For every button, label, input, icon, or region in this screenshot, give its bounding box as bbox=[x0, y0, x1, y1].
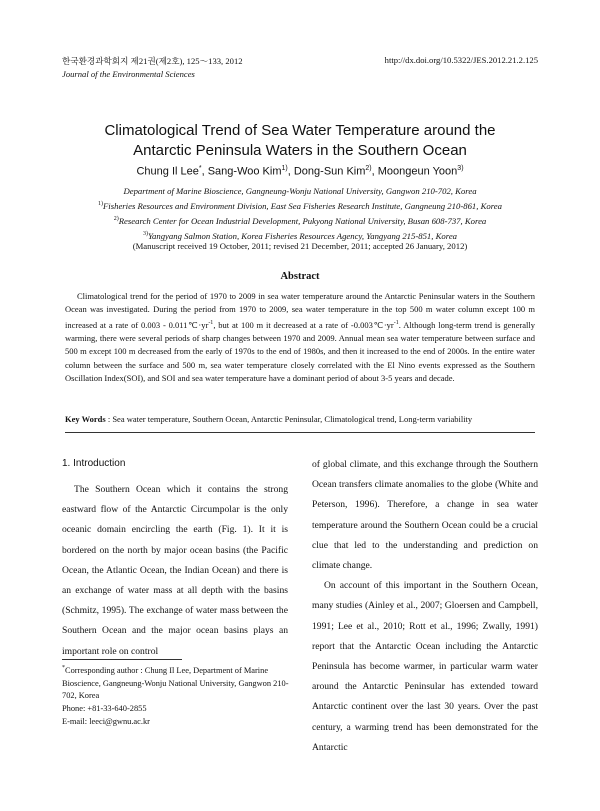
affiliation: $^{3)}$Yangyang Salmon Station, Korea Fisheries Resources Agency, Yangyang 215-851, Korea bbox=[142, 230, 458, 241]
footnote-email[interactable]: E-mail: leeci@gwnu.ac.kr bbox=[62, 716, 150, 726]
section-divider bbox=[65, 432, 535, 433]
title-line-1: Climatological Trend of Sea Water Temperature around the bbox=[104, 122, 496, 139]
doi-link[interactable]: http://dx.doi.org/10.5322/JES.2012.21.2.125 bbox=[384, 55, 538, 65]
manuscript-dates: (Manuscript received 19 October, 2011; revised 21 December, 2011; accepted 26 January, 2012) bbox=[132, 241, 468, 251]
footnote-author: *Corresponding author : Chung Il Lee, Department of Marine Bioscience, Gangneung-Wonju National University, Gangwon 210-702, Korea bbox=[62, 665, 289, 701]
affiliation: $^{2)}$Research Center for Ocean Industrial Development, Pukyong National University, Busan 608-737, Korea bbox=[113, 215, 487, 226]
affiliation: Department of Marine Bioscience, Gangneung-Wonju National University, Gangwon 210-702, Korea bbox=[123, 185, 477, 196]
author-mark: 1) bbox=[281, 165, 288, 172]
keywords-label: Key Words bbox=[65, 414, 106, 424]
journal-citation: 한국환경과학회지 제21권(제2호), 125～133, 2012 bbox=[62, 56, 243, 66]
footnote-phone: Phone: +81-33-640-2855 bbox=[62, 703, 147, 713]
journal-header bbox=[62, 55, 243, 81]
affiliations bbox=[40, 183, 560, 243]
author-name: Sang-Woo Kim bbox=[207, 165, 282, 178]
right-column bbox=[312, 455, 538, 758]
author-mark: 2) bbox=[365, 165, 372, 172]
paragraph: of global climate, and this exchange through the Southern Ocean transfers climate anomalies to the globe (White and Peterson, 1996). Therefore, a change in sea water temperature around the Southern Ocean could be a crucial clue that led to the understanding and prediction on climate change. bbox=[312, 459, 538, 572]
author-name: Moongeun Yoon bbox=[377, 165, 458, 178]
abstract-body: Climatological trend for the period of 1970 to 2009 in sea water temperature around the Antarctic Peninsular waters in the Southern Ocean was investigated. During the period from 1970 to 2009, sea water temperature in the top 500 m water column except 100 m increased at a rate of $0.003 - 0.011℃\cdot yr^{-1}$, but at 100 m it decreased at a rate of $-0.003℃\cdot yr^{-1}$. Although long-term trend is generally warming, there were several periods of sharp changes between 1970 and 2009. Annual mean sea water temperature between surface and 500 m except 100 m decreased from the early of 1970s to the end of 1980s, and then it increased to the end of 2000s. In the entire water column between the surface and 500 m, sea water temperature closely correlated with the El Nino events expressed as the Southern Oscillation Index(SOI), and SOI and sea water temperature have a dominant period of about 3-5 years and decade. bbox=[65, 291, 535, 384]
author-mark: 3) bbox=[457, 165, 464, 172]
paragraph: The Southern Ocean which it contains the strong eastward flow of the Antarctic Circumpolar is the only oceanic domain encircling the earth (Fig. 1). It it is bordered on the north by major ocean basins (the Pacific Ocean, the Atlantic Ocean, the Indian Ocean) and there is an exchange of water mass at all depth with the basins (Schmitz, 1995). The exchange of water mass between the Southern Ocean and the major ocean basins plays an important role on control bbox=[62, 484, 288, 657]
section-heading: 1. Introduction bbox=[62, 458, 126, 469]
abstract-heading: Abstract bbox=[280, 271, 320, 282]
keywords bbox=[65, 414, 535, 424]
author-name: Dong-Sun Kim bbox=[293, 165, 366, 178]
author-name: Chung Il Lee bbox=[136, 165, 199, 178]
journal-name: Journal of the Environmental Sciences bbox=[62, 69, 195, 79]
title-line-2: Antarctic Peninsula Waters in the Southern Ocean bbox=[133, 142, 467, 159]
left-column bbox=[62, 480, 288, 662]
author-list: Chung Il Lee*, Sang-Woo Kim$^{1)}$, Dong-Sun Kim$^{2)}$, Moongeun Yoon$^{3)}$ bbox=[136, 165, 464, 178]
paper-title bbox=[40, 121, 560, 161]
author-mark: * bbox=[198, 165, 202, 172]
footnote-divider bbox=[62, 659, 182, 660]
keywords-text: : Sea water temperature, Southern Ocean, Antarctic Peninsular, Climatological trend, Long-term variability bbox=[105, 414, 473, 424]
footnote bbox=[62, 662, 297, 728]
paragraph: On account of this important in the Southern Ocean, many studies (Ainley et al., 2007; Gloersen and Campbell, 1991; Lee et al., 2010; Rott et al., 1996; Zwally, 1991) report that the Antarctic Ocean including the Antarctic Peninsula has become warmer, in particular warm water around the Antarctic Peninsular has extended toward Antarctic continent over the last 30 years. Over the past century, a warming trend has been demonstrated for the Antarctic bbox=[312, 580, 538, 753]
affiliation: $^{1)}$Fisheries Resources and Environment Division, East Sea Fisheries Research Institute, Gangneung 210-861, Korea bbox=[98, 200, 502, 211]
